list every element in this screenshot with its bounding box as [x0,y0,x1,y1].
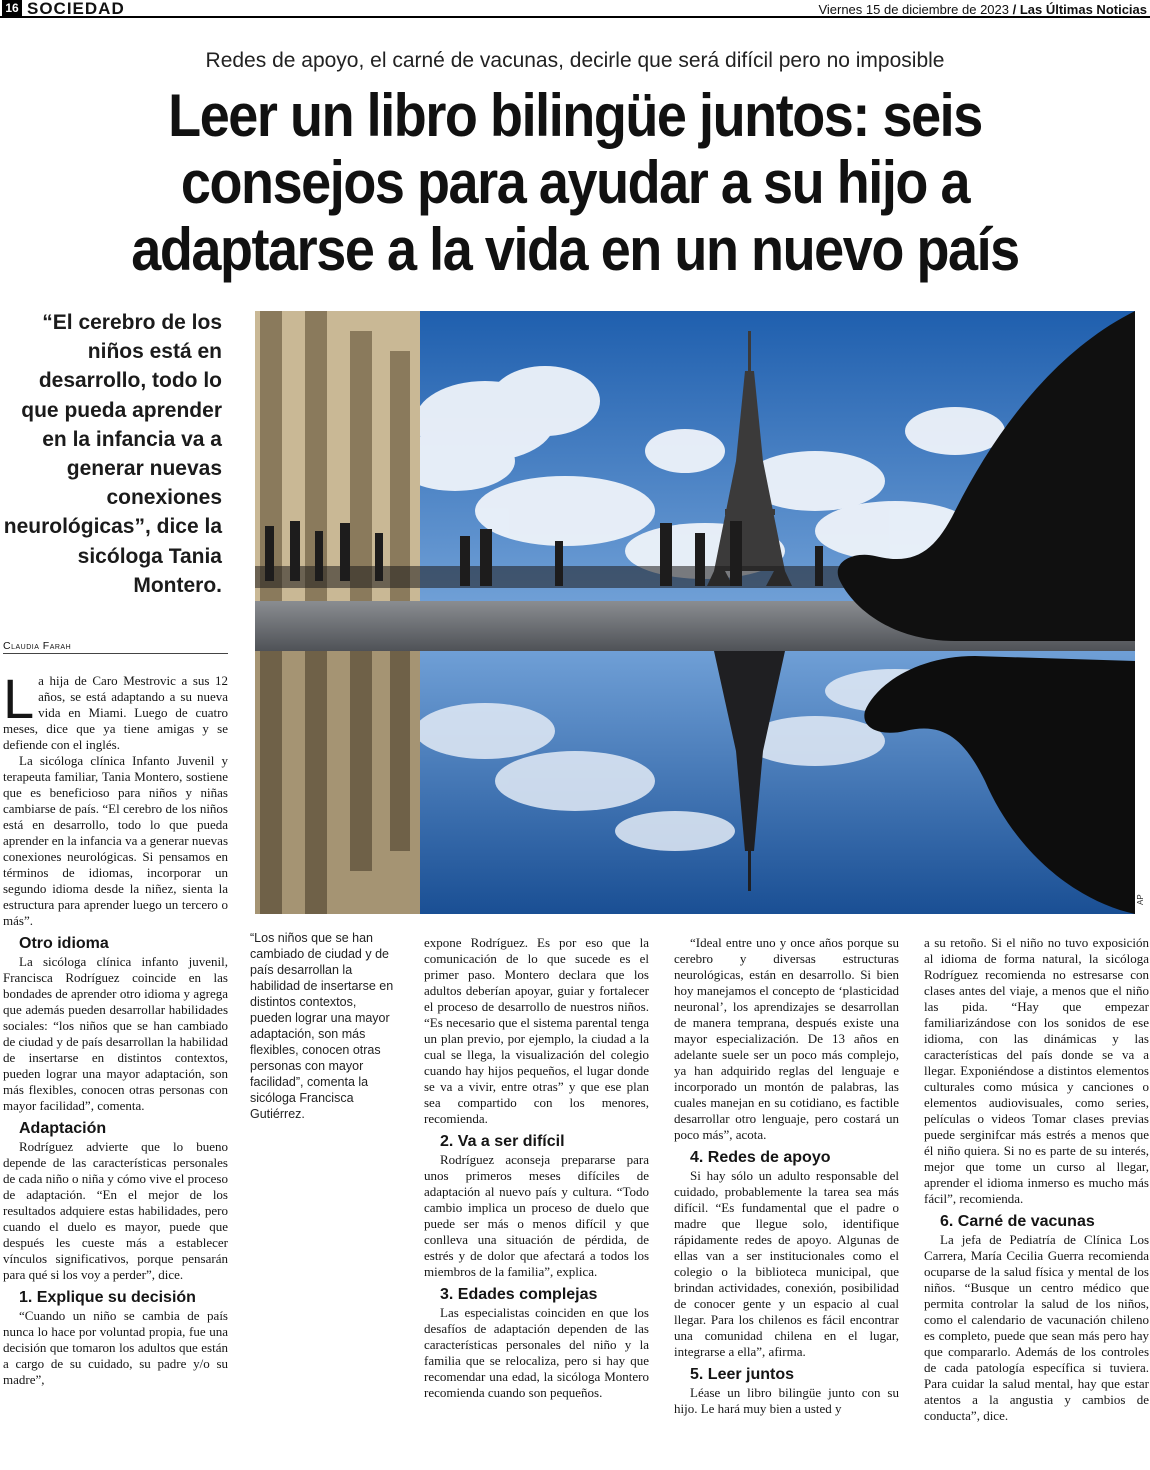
photo-credit: AP [1136,894,1145,905]
subheading-va-a-ser-dificil: 2. Va a ser difícil [440,1133,565,1150]
subheading-adaptacion: Adaptación [19,1120,107,1137]
lead-paragraph [3,667,228,753]
side-quote: “Los niños que se han cambiado de ciudad y de país desarrollan la habilidad de insertarse en distintos contextos, pueden lograr una mayor adaptación, son más flexibles, conocen otras personas con mayor facilidad”, comenta la sicóloga Francisca Gutiérrez. [250,931,394,1121]
page-number: 16 [2,0,22,17]
paragraph: Léase un libro bilingüe junto con su hijo. Le hará muy bien a usted y [674,1385,899,1416]
paragraph: Rodríguez advierte que lo bueno depende de las características personales de cada niño o niña y cómo vive el proceso de adaptación. “En el mejor de los resultados adquiere estas habilidades, pero cuando el duelo es mayor, puede que después les cueste más a establecer vínculos significativos, porque pensarán para qué si los voy a perder”, dice. [3,1139,228,1282]
dateline [818,2,1147,17]
eiffel-tower-reflection-photo [255,311,1135,914]
subheading-otro-idioma: Otro idioma [19,935,109,952]
article-column-3 [424,935,649,1401]
article-column-1 [3,667,228,1388]
headline: Leer un libro bilingüe juntos: seis consejos para ayudar a su hijo a adaptarse a la vida en un nuevo país [131,82,1019,283]
paragraph: Las especialistas coinciden en que los desafíos de adaptación dependen de las características personales del niño y la familia que se relocaliza, pero si hay que recomendar una edad, la sicóloga Montero recomienda cuando son pequeños. [424,1305,649,1400]
lead-text: a hija de Caro Mestrovic a sus 12 años, se está adaptando a su nueva vida en Miami. Luego de cuatro meses, dice que ya tiene amigas y se defiende con el inglés. [3,673,228,752]
paragraph: La jefa de Pediatría de Clínica Los Carrera, María Cecilia Guerra recomienda ocuparse de la salud física y mental de los niños. “Busque un centro médico que permita controlar la salud de los niños, como el calendario de vacunación chileno es completo, puede que sean más pero hay que compararlo. Además de los controles de cada patología específica si tuviera. Para cuidar la salud mental, hay que estar atentos a la angustia y cambios de conducta”, dice. [924,1232,1149,1423]
subheading-redes-de-apoyo: 4. Redes de apoyo [690,1149,831,1166]
paragraph: La sicóloga clínica infanto juvenil, Francisca Rodríguez coincide en las bondades de aprender otro idioma y agrega que además pueden desarrollar habilidades sociales: “los niños que se han cambiado de ciudad y de país desarrollan la habilidad de insertarse en distintos contextos, pueden lograr una mayor adaptación, son más flexibles, conocen otras personas con mayor facilidad”, comenta. [3,954,228,1113]
paragraph: “Ideal entre uno y once años porque su cerebro y diversas estructuras neurológicas, están en desarrollo. Si bien hoy manejamos el concepto de ‘plasticidad neuronal’, los aprendizajes se desarrollan de manera temprana, después existe una mayor especialización. De 13 años en adelante suele ser un poco más complejo, ya han adquirido reglas del lenguaje e incorporado un montón de palabras, las cuales manejan en su cotidiano, es factible desarrollar otro lenguaje, pero costará un poco más”, acota. [674,935,899,1142]
paragraph: Rodríguez aconseja prepararse para unos primeros meses difíciles de adaptación al nuevo país y cultura. “Todo cambio implica un proceso de duelo que puede ser más o menos difícil y que conlleva una situación de pérdida, de estrés y de dolor que afectará a todos los miembros de la familia”, explica. [424,1152,649,1279]
subheading-carne-de-vacunas: 6. Carné de vacunas [940,1213,1095,1230]
article-column-4 [674,935,899,1417]
paragraph: a su retoño. Si el niño no tuvo exposición al idioma de forma natural, la sicóloga Rodríguez recomienda no estresarse con clases antes del viaje, a menos que el niño las pida. “Hay que empezar familiarizándose con los sonidos de ese idioma, con las dinámicas y las características del país donde se va a llegar. Exponiéndose a distintos elementos culturales como música y canciones o elementos audiovisuales, como series, películas o videos Tomar clases previas puede serginifcar más estrés a menos que él niño quiera. Si no es parte de su interés, mejor que tome un curso al llegar, aprender el idioma inmerso es mucho más fácil”, recomienda. [924,935,1149,1206]
issue-date: Viernes 15 de diciembre de 2023 [818,2,1009,17]
paragraph: Si hay sólo un adulto responsable del cuidado, probablemente la tarea sea más difícil. “Es fundamental que el padre o madre que llegue solo, identifique rápidamente redes de apoyo. Algunas de ellas van a ser institucionales como el colegio o la biblioteca municipal, que brindan actividades, conexión, posibilidad de conocer gente y un espacio al cual llegar. Para los chilenos es fácil encontrar una comunidad chilena en el lugar, integrarse a ella”, afirma. [674,1168,899,1359]
section-name: SOCIEDAD [27,0,125,18]
subheading-leer-juntos: 5. Leer juntos [690,1366,795,1383]
publication-name: Las Últimas Noticias [1019,2,1147,17]
subheading-edades-complejas: 3. Edades complejas [440,1286,598,1303]
subheading-explique-su-decision: 1. Explique su decisión [19,1289,196,1306]
article-column-5 [924,935,1149,1424]
paragraph: expone Rodríguez. Es por eso que la comunicación de lo que sucede es el primer paso. Montero declara que los adultos deberían apoyar, guiar y fortalecer el proceso de desarrollo de nuestros niños. “Es necesario que el sistema parental tenga un plan previo, por ejemplo, la ciudad a la cual se llega, la visualización del colegio cuando hay hijos pequeños, el lugar donde se va a vivir, entre otras” y que ese plan sea compartido con los menores, recomienda. [424,935,649,1126]
pull-quote: “El cerebro de los niños está en desarrollo, todo lo que pueda aprender en la infancia va a generar nuevas conexiones neurológicas”, dice la sicóloga Tania Montero. [3,311,222,597]
paragraph: “Cuando un niño se cambia de país nunca lo hace por voluntad propia, fue una decisión que tomaron los adultos que están a cargo de su cuidado, su padre y/o su madre”, [3,1308,228,1387]
drop-cap: L [3,667,35,730]
kicker: Redes de apoyo, el carné de vacunas, decirle que será difícil pero no imposible [205,49,945,72]
byline: Claudia Farah [3,640,228,654]
page-header [0,0,1150,18]
date-separator: / [1009,2,1020,17]
paragraph: La sicóloga clínica Infanto Juvenil y terapeuta familiar, Tania Montero, sostiene que es beneficioso para niños y niñas cambiarse de país. “El cerebro de los niños está en desarrollo, todo lo que pueda aprender en la infancia va a generar nuevas conexiones neurológicas. Si pensamos en términos de idiomas, incorporar un segundo idioma desde la niñez, sienta la estructura para aprender luego un tercero o más”. [3,753,228,928]
